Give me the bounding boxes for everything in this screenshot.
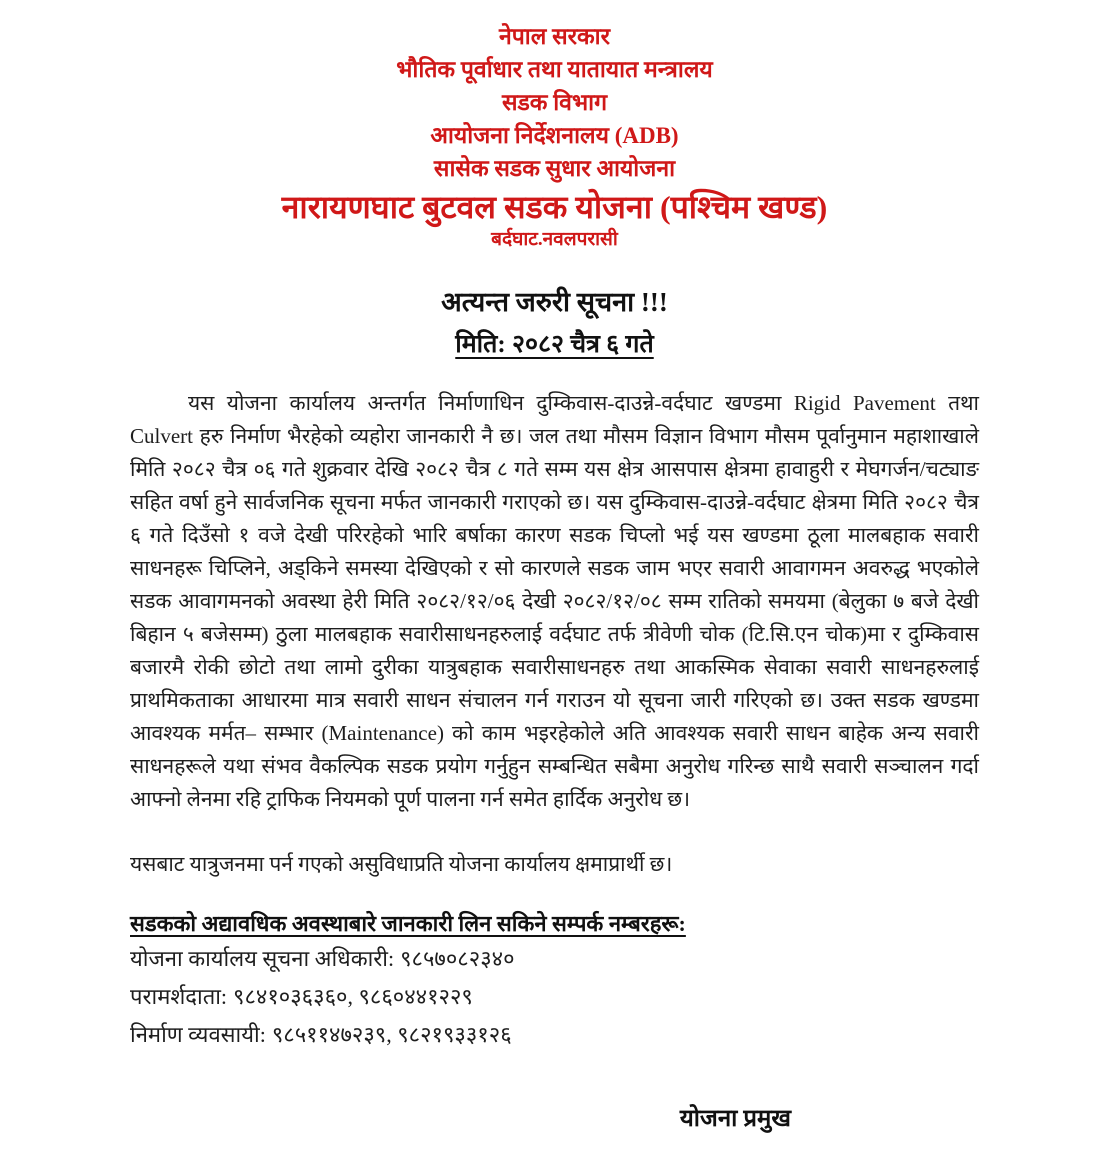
letterhead-project-title: नारायणघाट बुटवल सडक योजना (पश्चिम खण्ड) [281, 189, 828, 225]
contact-phone-numbers: ९८५७०८२३४० [400, 946, 515, 971]
letterhead [130, 20, 979, 253]
contact-section-heading: सडकको अद्यावधिक अवस्थाबारे जानकारी लिन सकिने सम्पर्क नम्बरहरू: [130, 911, 686, 936]
notice-body [130, 387, 979, 881]
letterhead-line-directorate: आयोजना निर्देशनालय (ADB) [430, 123, 679, 148]
contact-row-contractor [130, 1017, 979, 1053]
contact-label: परामर्शदाता: [130, 984, 228, 1009]
letterhead-line-government: नेपाल सरकार [498, 24, 611, 49]
contact-row-information-officer [130, 941, 979, 977]
body-paragraph-main: यस योजना कार्यालय अन्तर्गत निर्माणाधिन दुम्किवास-दाउन्ने-वर्दघाट खण्डमा Rigid Pavement तथा Culvert हरु निर्माण भैरहेको व्यहोरा जानकारी नै छ। जल तथा मौसम विज्ञान विभाग मौसम पूर्वानुमान महाशाखाले मिति २०८२ चैत्र ०६ गते शुक्रवार देखि २०८२ चैत्र ८ गते सम्म यस क्षेत्र आसपास क्षेत्रमा हावाहुरी र मेघगर्जन/चट्याङ सहित वर्षा हुने सार्वजनिक सूचना मर्फत जानकारी गराएको छ। यस दुम्किवास-दाउन्ने-वर्दघाट क्षेत्रमा मिति २०८२ चैत्र ६ गते दिउँसो १ वजे देखी परिरहेको भारि बर्षाका कारण सडक चिप्लो भई यस खण्डमा ठूला मालबहाक सवारी साधनहरू चिप्लिने, अड्किने समस्या देखिएको र सो कारणले सडक जाम भएर सवारी आवागमन अवरुद्ध भएकोले सडक आवागमनको अवस्था हेरी मिति २०८२/१२/०६ देखी २०८२/१२/०८ सम्म रातिको समयमा (बेलुका ७ बजे देखी बिहान ५ बजेसम्म) ठुला मालबहाक सवारीसाधनहरुलाई वर्दघाट तर्फ त्रीवेणी चोक (टि.सि.एन चोक)मा र दुम्किवास बजारमै रोकी छोटो तथा लामो दुरीका यात्रुबहाक सवारीसाधनहरु तथा आकस्मिक सेवाका सवारी साधनहरुलाई प्राथमिकताका आधारमा मात्र सवारी साधन संचालन गर्न गराउन यो सूचना जारी गरिएको छ। उक्त सडक खण्डमा आवश्यक मर्मत– सम्भार (Maintenance) को काम भइरहेकोले अति आवश्यक सवारी साधन बाहेक अन्य सवारी साधनहरूले यथा संभव वैकल्पिक सडक प्रयोग गर्नुहुन सम्बन्धित सबैमा अनुरोध गरिन्छ साथै सवारी सञ्चालन गर्दा आफ्नो लेनमा रहि ट्राफिक नियमको पूर्ण पालना गर्न समेत हार्दिक अनुरोध छ। [130, 391, 979, 811]
contact-label: योजना कार्यालय सूचना अधिकारी: [130, 946, 395, 971]
notice-date-line [130, 329, 979, 361]
letterhead-location: बर्दघाट.नवलपरासी [491, 229, 618, 250]
contact-phone-numbers: ९८४१०३६३६०, ९८६०४४१२२९ [233, 984, 473, 1009]
signature-title: योजना प्रमुख [679, 1106, 791, 1132]
contact-section [130, 909, 979, 1053]
contact-phone-numbers: ९८५११४७२३९, ९८२१९३३१२६ [271, 1022, 512, 1047]
letterhead-line-program: सासेक सडक सुधार आयोजना [433, 156, 676, 181]
body-paragraph-apology: यसबाट यात्रुजनमा पर्न गएको असुविधाप्रति योजना कार्यालय क्षमाप्रार्थी छ। [130, 852, 673, 876]
letterhead-line-department: सडक विभाग [501, 90, 608, 115]
contact-row-consultant [130, 979, 979, 1015]
letterhead-line-ministry: भौतिक पूर्वाधार तथा यातायात मन्त्रालय [396, 57, 713, 82]
contact-label: निर्माण व्यवसायी: [130, 1022, 266, 1047]
notice-heading: अत्यन्त जरुरी सूचना !!! [441, 287, 668, 317]
notice-date-text: मिति: २०८२ चैत्र ६ गते [455, 331, 654, 358]
